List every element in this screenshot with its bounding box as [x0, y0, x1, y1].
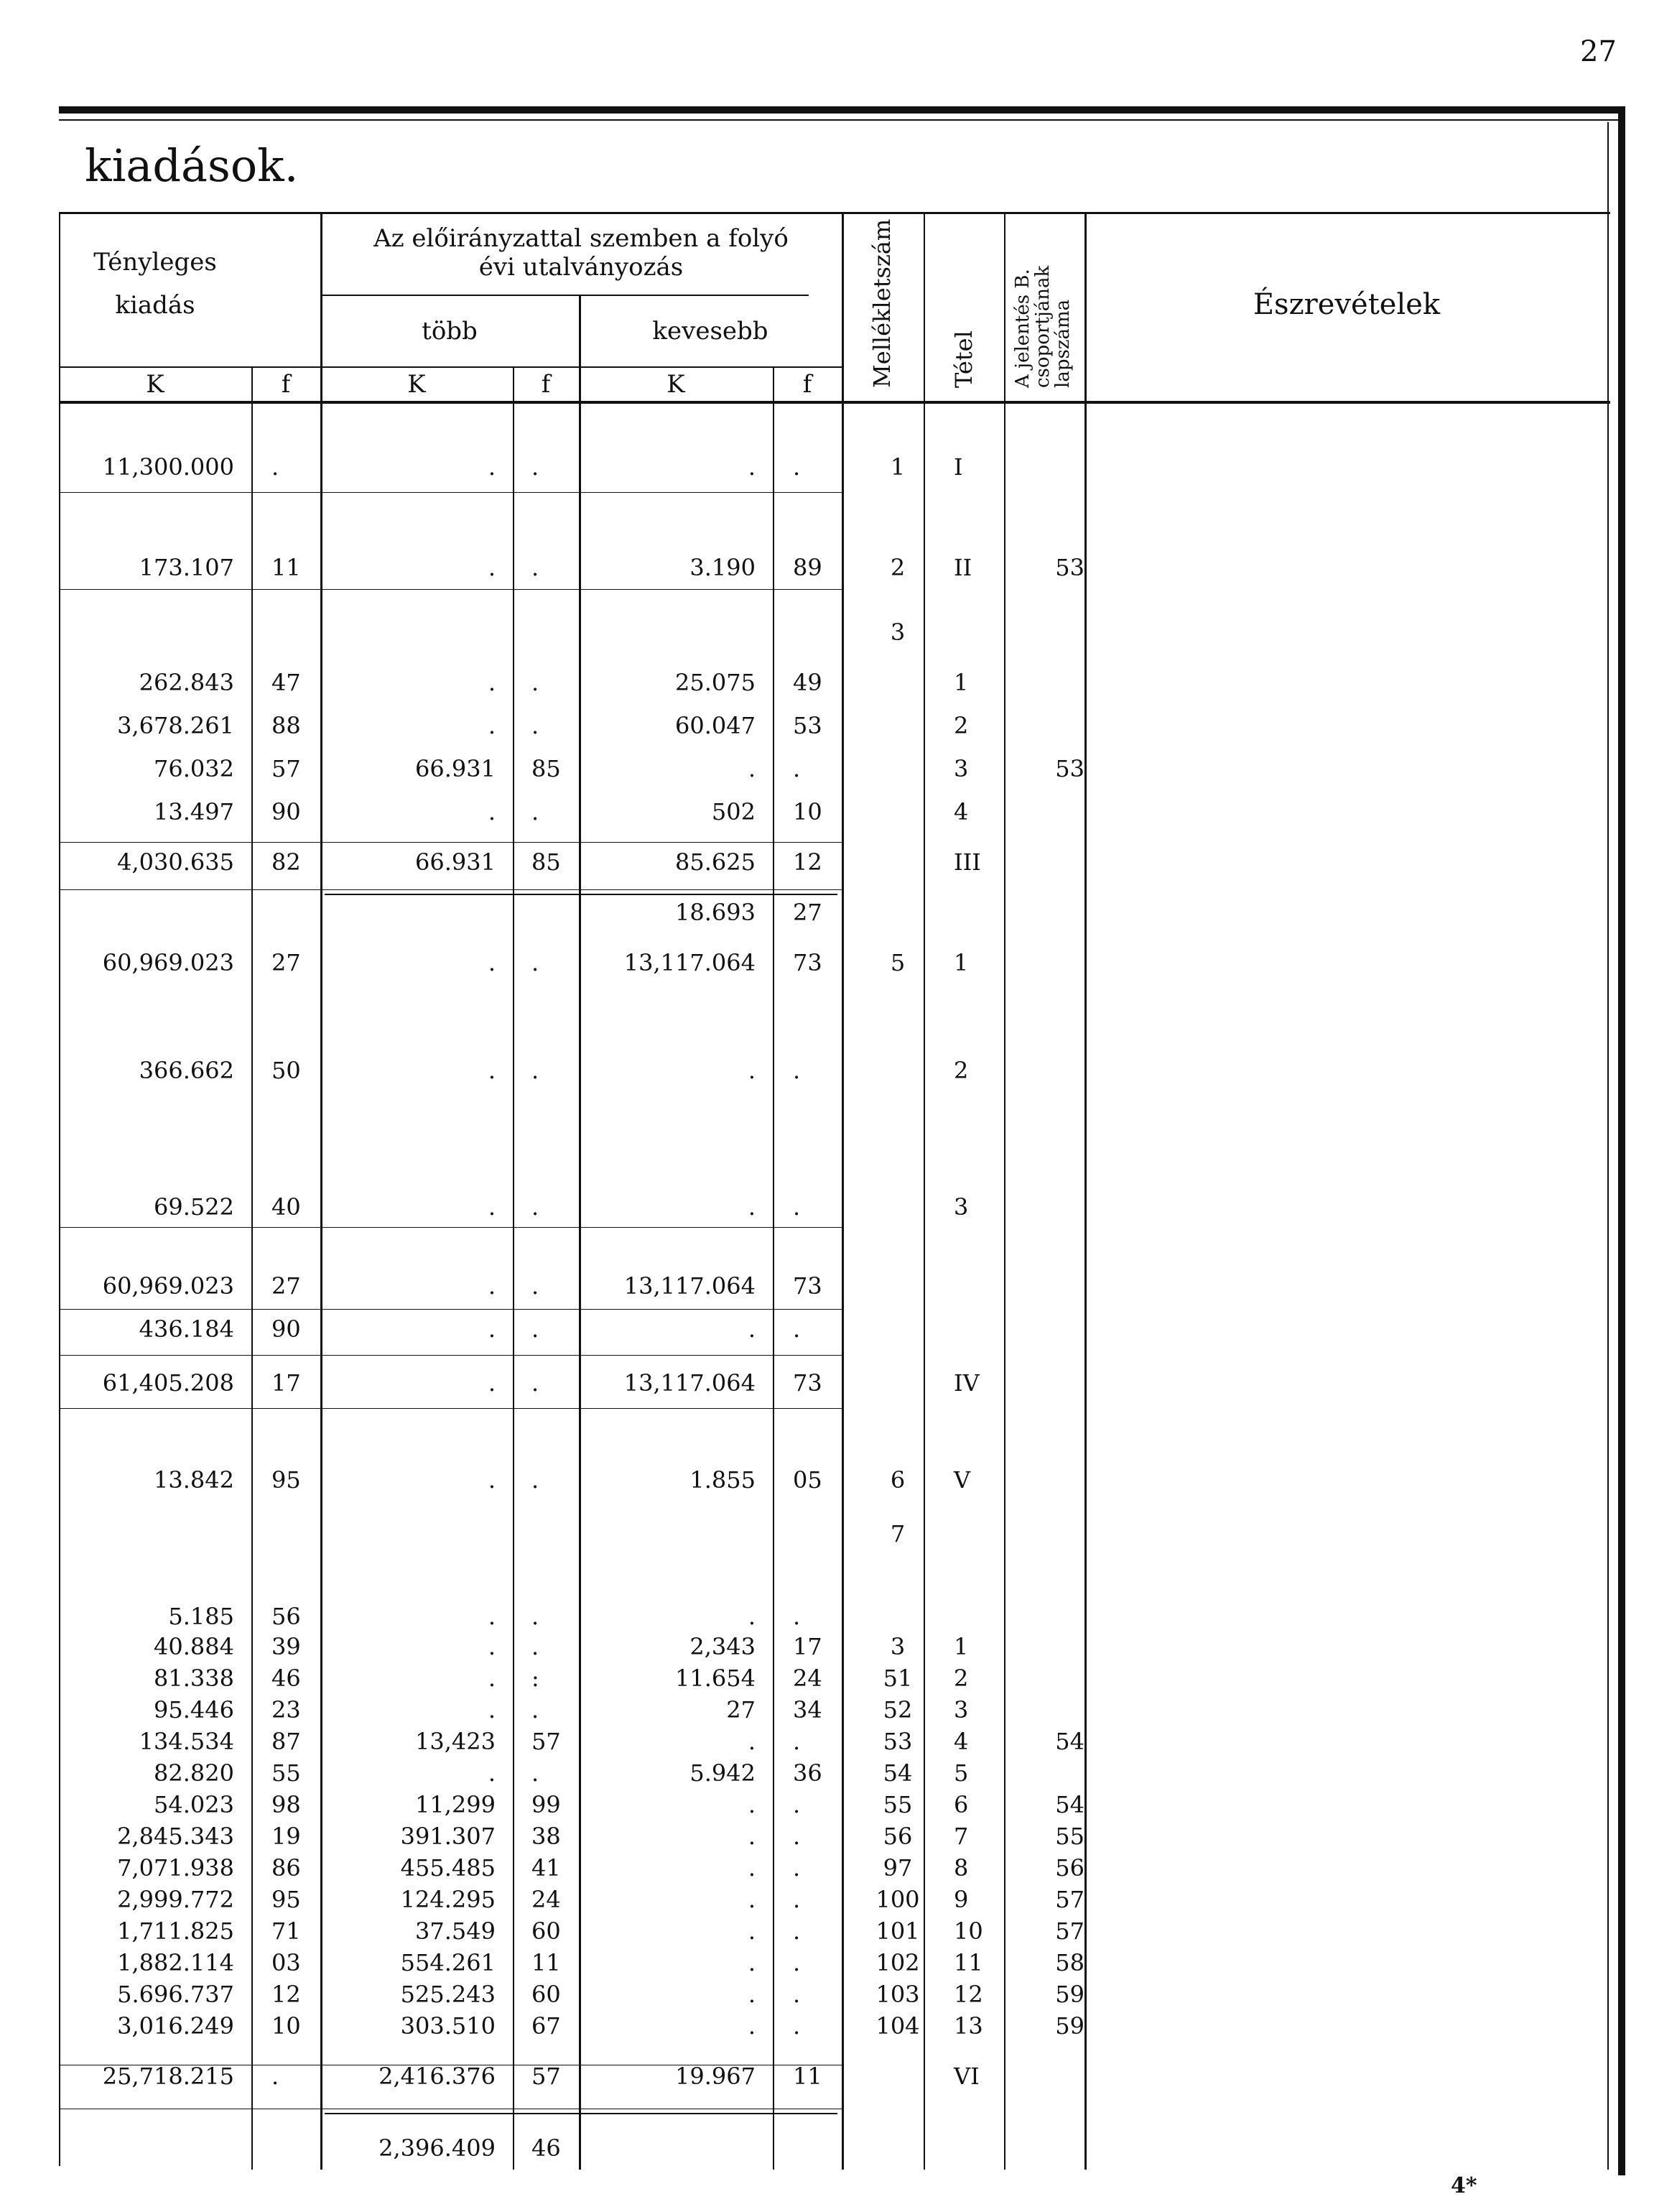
cell-att: 54 [883, 1759, 913, 1787]
cell-f: 40 [271, 1193, 301, 1221]
cell-item: 3 [954, 1193, 969, 1221]
cell-lf: 24 [793, 1665, 822, 1692]
cell-lf: 36 [793, 1759, 822, 1787]
cell-pg: 55 [1055, 1823, 1084, 1850]
cell-att: 6 [890, 1466, 906, 1494]
cell-lf: 89 [793, 554, 822, 581]
cell-pg: 54 [1055, 1728, 1084, 1755]
cell-mk: . [488, 1369, 496, 1397]
total-brace [325, 894, 837, 895]
cell-k: 366.662 [139, 1057, 234, 1084]
cell-f: 10 [271, 2012, 301, 2040]
cell-lk: 502 [711, 798, 756, 825]
cell-lf: . [793, 1728, 801, 1755]
cell-pg: 57 [1055, 1886, 1084, 1913]
cell-k: 3,016.249 [117, 2012, 234, 2040]
cell-lk: 5.942 [689, 1759, 756, 1787]
cell-mk: . [488, 1759, 496, 1787]
cell-item: 4 [954, 1728, 969, 1755]
cell-pg: 59 [1055, 1981, 1084, 2008]
cell-lf: 49 [793, 669, 822, 696]
row-rule [59, 1309, 842, 1310]
cell-lk: . [748, 1823, 756, 1850]
cell-mk: . [488, 712, 496, 739]
cell-mf: 60 [531, 1917, 561, 1945]
cell-k: 1,882.114 [117, 1949, 234, 1976]
cell-f: 56 [271, 1603, 301, 1630]
cell-lf: . [793, 1949, 801, 1976]
cell-mf: . [531, 1466, 539, 1494]
cell-pg: 53 [1055, 554, 1084, 581]
cell-pg: 54 [1055, 1791, 1084, 1818]
cell-k: 2,999.772 [117, 1886, 234, 1913]
header-less: kevesebb [652, 317, 768, 346]
cell-mk: . [488, 554, 496, 581]
cell-k: 13.842 [154, 1466, 234, 1494]
cell-mf: 85 [531, 848, 561, 876]
cell-mk: . [488, 1057, 496, 1084]
cell-lf: 10 [793, 798, 822, 825]
cell-k: 262.843 [139, 669, 234, 696]
cell-lf: 73 [793, 1272, 822, 1300]
cell-lk: 1.855 [689, 1466, 756, 1494]
cell-f: 82 [271, 848, 301, 876]
total-brace [325, 2113, 837, 2114]
header-bottom-rule [59, 401, 1610, 404]
cell-item: 2 [954, 1057, 969, 1084]
row-rule [59, 589, 842, 590]
cell-f: 90 [271, 798, 301, 825]
cell-mk: 66.931 [415, 755, 496, 782]
cell-f: 27 [271, 949, 301, 976]
cell-lk: . [748, 1981, 756, 2008]
cell-mk: 11,299 [415, 1791, 496, 1818]
cell-f: 19 [271, 1823, 301, 1850]
cell-mk: 13,423 [415, 1728, 496, 1755]
cell-k: 76.032 [154, 755, 234, 782]
cell-mf: . [531, 1603, 539, 1630]
cell-att: 5 [890, 949, 906, 976]
cell-lk: . [748, 1886, 756, 1913]
cell-mk: 66.931 [415, 848, 496, 876]
cell-att: 101 [875, 1917, 920, 1945]
cell-f: 87 [271, 1728, 301, 1755]
header-compare-1: Az előirányzattal szemben a folyó [373, 224, 789, 253]
cell-att: 103 [875, 1981, 920, 2008]
cell-k: 95.446 [154, 1696, 234, 1723]
header-k-more: K [407, 370, 426, 399]
top-rule-thin [59, 119, 1625, 121]
cell-lk: 3.190 [689, 554, 756, 581]
cell-lf: . [793, 453, 801, 481]
cell-lk: 11.654 [675, 1665, 756, 1692]
cell-mf: 38 [531, 1823, 561, 1850]
cell-mf: . [531, 1057, 539, 1084]
cell-item: 1 [954, 1633, 969, 1660]
cell-lf: . [793, 1791, 801, 1818]
cell-mk: 455.485 [400, 1854, 496, 1882]
page-number: 27 [1580, 35, 1617, 68]
cell-item: 3 [954, 1696, 969, 1723]
cell-mk: . [488, 1193, 496, 1221]
cell-mk: . [488, 669, 496, 696]
section-title: kiadások. [85, 139, 299, 192]
cell-lf: . [793, 1603, 801, 1630]
cell-lf: 73 [793, 1369, 822, 1397]
cell-mk: . [488, 1665, 496, 1692]
cell-f: 88 [271, 712, 301, 739]
header-more: több [422, 317, 478, 346]
cell-lk: 27 [726, 1696, 756, 1723]
cell-f: 95 [271, 1886, 301, 1913]
cell-f: 57 [271, 755, 301, 782]
row-rule [59, 492, 842, 493]
header-f-actual: f [281, 370, 291, 399]
cell-lk: . [748, 453, 756, 481]
cell-pg: 56 [1055, 1854, 1084, 1882]
cell-att: 3 [890, 1633, 906, 1660]
col-line-page [1004, 212, 1005, 2170]
cell-k: 25,718.215 [102, 2063, 234, 2090]
header-report-page: A jelentés B. csoportjának lapszáma [1012, 265, 1074, 388]
cell-lf: 27 [793, 899, 822, 926]
cell-att: 100 [875, 1886, 920, 1913]
cell-k: 5.185 [168, 1603, 234, 1630]
cell-lk: . [748, 2012, 756, 2040]
cell-k: 81.338 [154, 1665, 234, 1692]
cell-k: 3,678.261 [117, 712, 234, 739]
header-f-more: f [541, 370, 551, 399]
cell-f: 50 [271, 1057, 301, 1084]
cell-mf: . [531, 949, 539, 976]
col-line-more [320, 212, 322, 2170]
header-f-less: f [802, 370, 812, 399]
cell-f: 95 [271, 1466, 301, 1494]
cell-lk: 13,117.064 [623, 1272, 756, 1300]
cell-f: 23 [271, 1696, 301, 1723]
cell-f: 86 [271, 1854, 301, 1882]
cell-mf: . [531, 712, 539, 739]
top-rule-thick [59, 106, 1625, 114]
cell-mf: 67 [531, 2012, 561, 2040]
header-top-rule [59, 212, 1610, 214]
row-rule [59, 1408, 842, 1409]
cell-k: 60,969.023 [102, 949, 234, 976]
cell-k: 436.184 [139, 1315, 234, 1343]
cell-f: 90 [271, 1315, 301, 1343]
cell-k: 173.107 [139, 554, 234, 581]
cell-pg: 58 [1055, 1949, 1084, 1976]
cell-mk: . [488, 798, 496, 825]
cell-mf: : [531, 1665, 539, 1692]
cell-lf: 53 [793, 712, 822, 739]
cell-f: 47 [271, 669, 301, 696]
cell-k: 54.023 [154, 1791, 234, 1818]
row-rule [59, 1227, 842, 1228]
cell-mk: . [488, 1466, 496, 1494]
cell-lf: . [793, 1917, 801, 1945]
cell-mf: 11 [531, 1949, 561, 1976]
cell-item: 1 [954, 949, 969, 976]
cell-mf: 60 [531, 1981, 561, 2008]
cell-lf: 34 [793, 1696, 822, 1723]
cell-mf: . [531, 1369, 539, 1397]
cell-k: 134.534 [139, 1728, 234, 1755]
cell-item: 13 [954, 2012, 983, 2040]
cell-lk: . [748, 1854, 756, 1882]
cell-lf: . [793, 2012, 801, 2040]
cell-att: 104 [875, 2012, 920, 2040]
cell-mf: 57 [531, 1728, 561, 1755]
header-actual-1: Tényleges [93, 248, 217, 277]
cell-lk: 13,117.064 [623, 949, 756, 976]
cell-lf: . [793, 1315, 801, 1343]
cell-k: 2,845.343 [117, 1823, 234, 1850]
cell-mf: 46 [531, 2134, 561, 2162]
header-k-actual: K [146, 370, 164, 399]
cell-k: 5.696.737 [117, 1981, 234, 2008]
cell-mk: . [488, 949, 496, 976]
cell-mf: . [531, 1633, 539, 1660]
cell-lk: . [748, 1917, 756, 1945]
cell-f: 55 [271, 1759, 301, 1787]
cell-mf: . [531, 669, 539, 696]
cell-mk: 2,416.376 [378, 2063, 496, 2090]
cell-lk: 2,343 [689, 1633, 756, 1660]
col-line-actual-f [251, 366, 253, 2170]
header-item: Tétel [950, 330, 977, 388]
cell-f: . [271, 2063, 279, 2090]
cell-lk: 60.047 [675, 712, 756, 739]
cell-att: 51 [883, 1665, 913, 1692]
cell-k: 60,969.023 [102, 1272, 234, 1300]
subheader-rule [320, 295, 809, 296]
col-line-remarks [1084, 212, 1087, 2170]
cell-item: II [954, 554, 972, 581]
cell-lk: . [748, 755, 756, 782]
cell-f: 11 [271, 554, 301, 581]
cell-lf: 73 [793, 949, 822, 976]
footer-mark: 4* [1451, 2173, 1477, 2198]
cell-f: 12 [271, 1981, 301, 2008]
col-line-attachment [842, 212, 844, 2170]
col-line-less [579, 295, 581, 2170]
cell-lk: 85.625 [675, 848, 756, 876]
cell-lk: . [748, 1791, 756, 1818]
cell-f: 98 [271, 1791, 301, 1818]
cell-k: 11,300.000 [102, 453, 234, 481]
cell-mk: . [488, 1633, 496, 1660]
header-actual-2: kiadás [115, 291, 195, 320]
cell-mk: 391.307 [400, 1823, 496, 1850]
cell-pg: 57 [1055, 1917, 1084, 1945]
cell-att: 102 [875, 1949, 920, 1976]
header-compare-2: évi utalványozás [478, 253, 684, 282]
cell-pg: 59 [1055, 2012, 1084, 2040]
header-k-less: K [666, 370, 685, 399]
header-attachment: Mellékletszám [868, 218, 896, 388]
cell-k: 1,711.825 [117, 1917, 234, 1945]
cell-k: 7,071.938 [117, 1854, 234, 1882]
cell-f: 39 [271, 1633, 301, 1660]
col-line-left [59, 212, 60, 2166]
cell-item: 1 [954, 669, 969, 696]
cell-k: 61,405.208 [102, 1369, 234, 1397]
cell-item: I [954, 453, 963, 481]
cell-lk: 18.693 [675, 899, 756, 926]
cell-mk: . [488, 1315, 496, 1343]
cell-mf: . [531, 1315, 539, 1343]
cell-item: 9 [954, 1886, 969, 1913]
cell-mf: . [531, 1193, 539, 1221]
cell-lf: . [793, 755, 801, 782]
cell-item: IV [954, 1369, 980, 1397]
right-border-thick [1618, 106, 1625, 2175]
cell-lf: . [793, 1981, 801, 2008]
cell-mk: . [488, 1696, 496, 1723]
cell-att: 52 [883, 1696, 913, 1723]
cell-att: 1 [890, 453, 906, 481]
cell-f: 03 [271, 1949, 301, 1976]
cell-mk: 2,396.409 [378, 2134, 496, 2162]
cell-lk: . [748, 1057, 756, 1084]
cell-lf: . [793, 1823, 801, 1850]
cell-mf: 41 [531, 1854, 561, 1882]
cell-item: 4 [954, 798, 969, 825]
cell-k: 82.820 [154, 1759, 234, 1787]
cell-item: 11 [954, 1949, 983, 1976]
cell-lk: . [748, 1949, 756, 1976]
cell-att: 97 [883, 1854, 913, 1882]
cell-lf: 05 [793, 1466, 822, 1494]
cell-k: 69.522 [154, 1193, 234, 1221]
cell-mf: . [531, 798, 539, 825]
header-remarks: Észrevételek [1253, 288, 1441, 321]
cell-lk: . [748, 1315, 756, 1343]
cell-k: 40.884 [154, 1633, 234, 1660]
cell-k: 4,030.635 [117, 848, 234, 876]
cell-mf: . [531, 1696, 539, 1723]
cell-lk: . [748, 1193, 756, 1221]
cell-item: 2 [954, 712, 969, 739]
cell-lf: 17 [793, 1633, 822, 1660]
cell-lk: . [748, 1603, 756, 1630]
cell-mk: 124.295 [400, 1886, 496, 1913]
cell-att: 3 [890, 619, 906, 646]
cell-lk: 25.075 [675, 669, 756, 696]
cell-mk: 554.261 [400, 1949, 496, 1976]
cell-lf: 12 [793, 848, 822, 876]
cell-mf: 85 [531, 755, 561, 782]
row-rule [59, 1355, 842, 1356]
cell-lf: . [793, 1886, 801, 1913]
cell-mf: . [531, 1759, 539, 1787]
cell-item: 8 [954, 1854, 969, 1882]
cell-item: 12 [954, 1981, 983, 2008]
cell-item: III [954, 848, 981, 876]
cell-f: . [271, 453, 279, 481]
row-rule [59, 842, 842, 843]
row-rule [59, 889, 842, 890]
cell-mk: . [488, 1603, 496, 1630]
cell-item: 7 [954, 1823, 969, 1850]
cell-att: 7 [890, 1520, 906, 1547]
cell-att: 55 [883, 1791, 913, 1818]
cell-item: 10 [954, 1917, 983, 1945]
cell-mf: . [531, 554, 539, 581]
cell-k: 13.497 [154, 798, 234, 825]
cell-mf: . [531, 453, 539, 481]
cell-f: 27 [271, 1272, 301, 1300]
cell-f: 46 [271, 1665, 301, 1692]
cell-att: 56 [883, 1823, 913, 1850]
kf-rule [59, 366, 842, 368]
cell-lk: . [748, 1728, 756, 1755]
cell-lk: 13,117.064 [623, 1369, 756, 1397]
cell-item: 3 [954, 755, 969, 782]
right-border-thin [1607, 122, 1609, 2170]
cell-lf: . [793, 1193, 801, 1221]
cell-item: 6 [954, 1791, 969, 1818]
col-line-more-f [513, 366, 514, 2170]
cell-f: 17 [271, 1369, 301, 1397]
cell-mk: 303.510 [400, 2012, 496, 2040]
cell-mf: 57 [531, 2063, 561, 2090]
cell-mk: . [488, 453, 496, 481]
cell-mk: 37.549 [415, 1917, 496, 1945]
cell-mf: . [531, 1272, 539, 1300]
cell-f: 71 [271, 1917, 301, 1945]
cell-att: 2 [890, 554, 906, 581]
cell-item: 2 [954, 1665, 969, 1692]
cell-lf: 11 [793, 2063, 822, 2090]
cell-mk: . [488, 1272, 496, 1300]
cell-mf: 24 [531, 1886, 561, 1913]
cell-mf: 99 [531, 1791, 561, 1818]
cell-item: 5 [954, 1759, 969, 1787]
cell-item: V [954, 1466, 971, 1494]
cell-pg: 53 [1055, 755, 1084, 782]
cell-lf: . [793, 1854, 801, 1882]
cell-lk: 19.967 [675, 2063, 756, 2090]
cell-lf: . [793, 1057, 801, 1084]
col-line-less-f [773, 366, 774, 2170]
cell-item: VI [954, 2063, 980, 2090]
cell-mk: 525.243 [400, 1981, 496, 2008]
cell-att: 53 [883, 1728, 913, 1755]
